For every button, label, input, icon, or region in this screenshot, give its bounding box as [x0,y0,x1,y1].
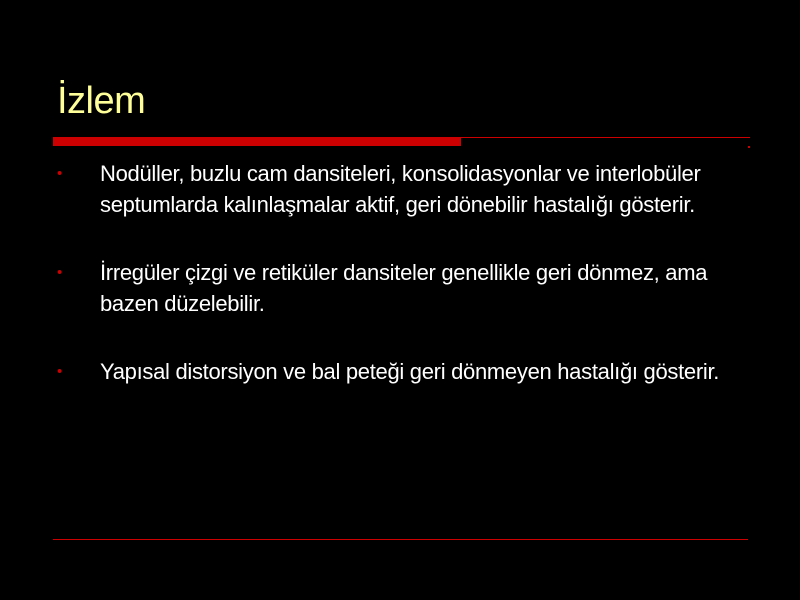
bullet-item [57,158,737,220]
bullet-text: İrregüler çizgi ve retiküler dansiteler genellikle geri dönmez, ama bazen düzelebilir. [100,260,708,316]
bullet-item [57,257,737,319]
slide-title: İzlem [57,80,146,122]
bullet-text: Yapısal distorsiyon ve bal peteği geri dönmeyen hastalığı gösterir. [100,359,720,384]
bullet-icon: • [57,165,62,182]
title-underline-thin [461,137,750,138]
bullet-list [57,158,737,387]
title-underline-thick [53,137,461,146]
bullet-item [57,356,737,387]
footer-divider [53,539,748,540]
bullet-icon: • [57,264,62,281]
bullet-text: Nodüller, buzlu cam dansiteleri, konsolidasyonlar ve interlobüler septumlarda kalınlaşmalar aktif, geri dönebilir hastalığı gösterir. [100,161,701,217]
bullet-icon: • [57,363,62,380]
title-underline-tick [748,146,750,148]
